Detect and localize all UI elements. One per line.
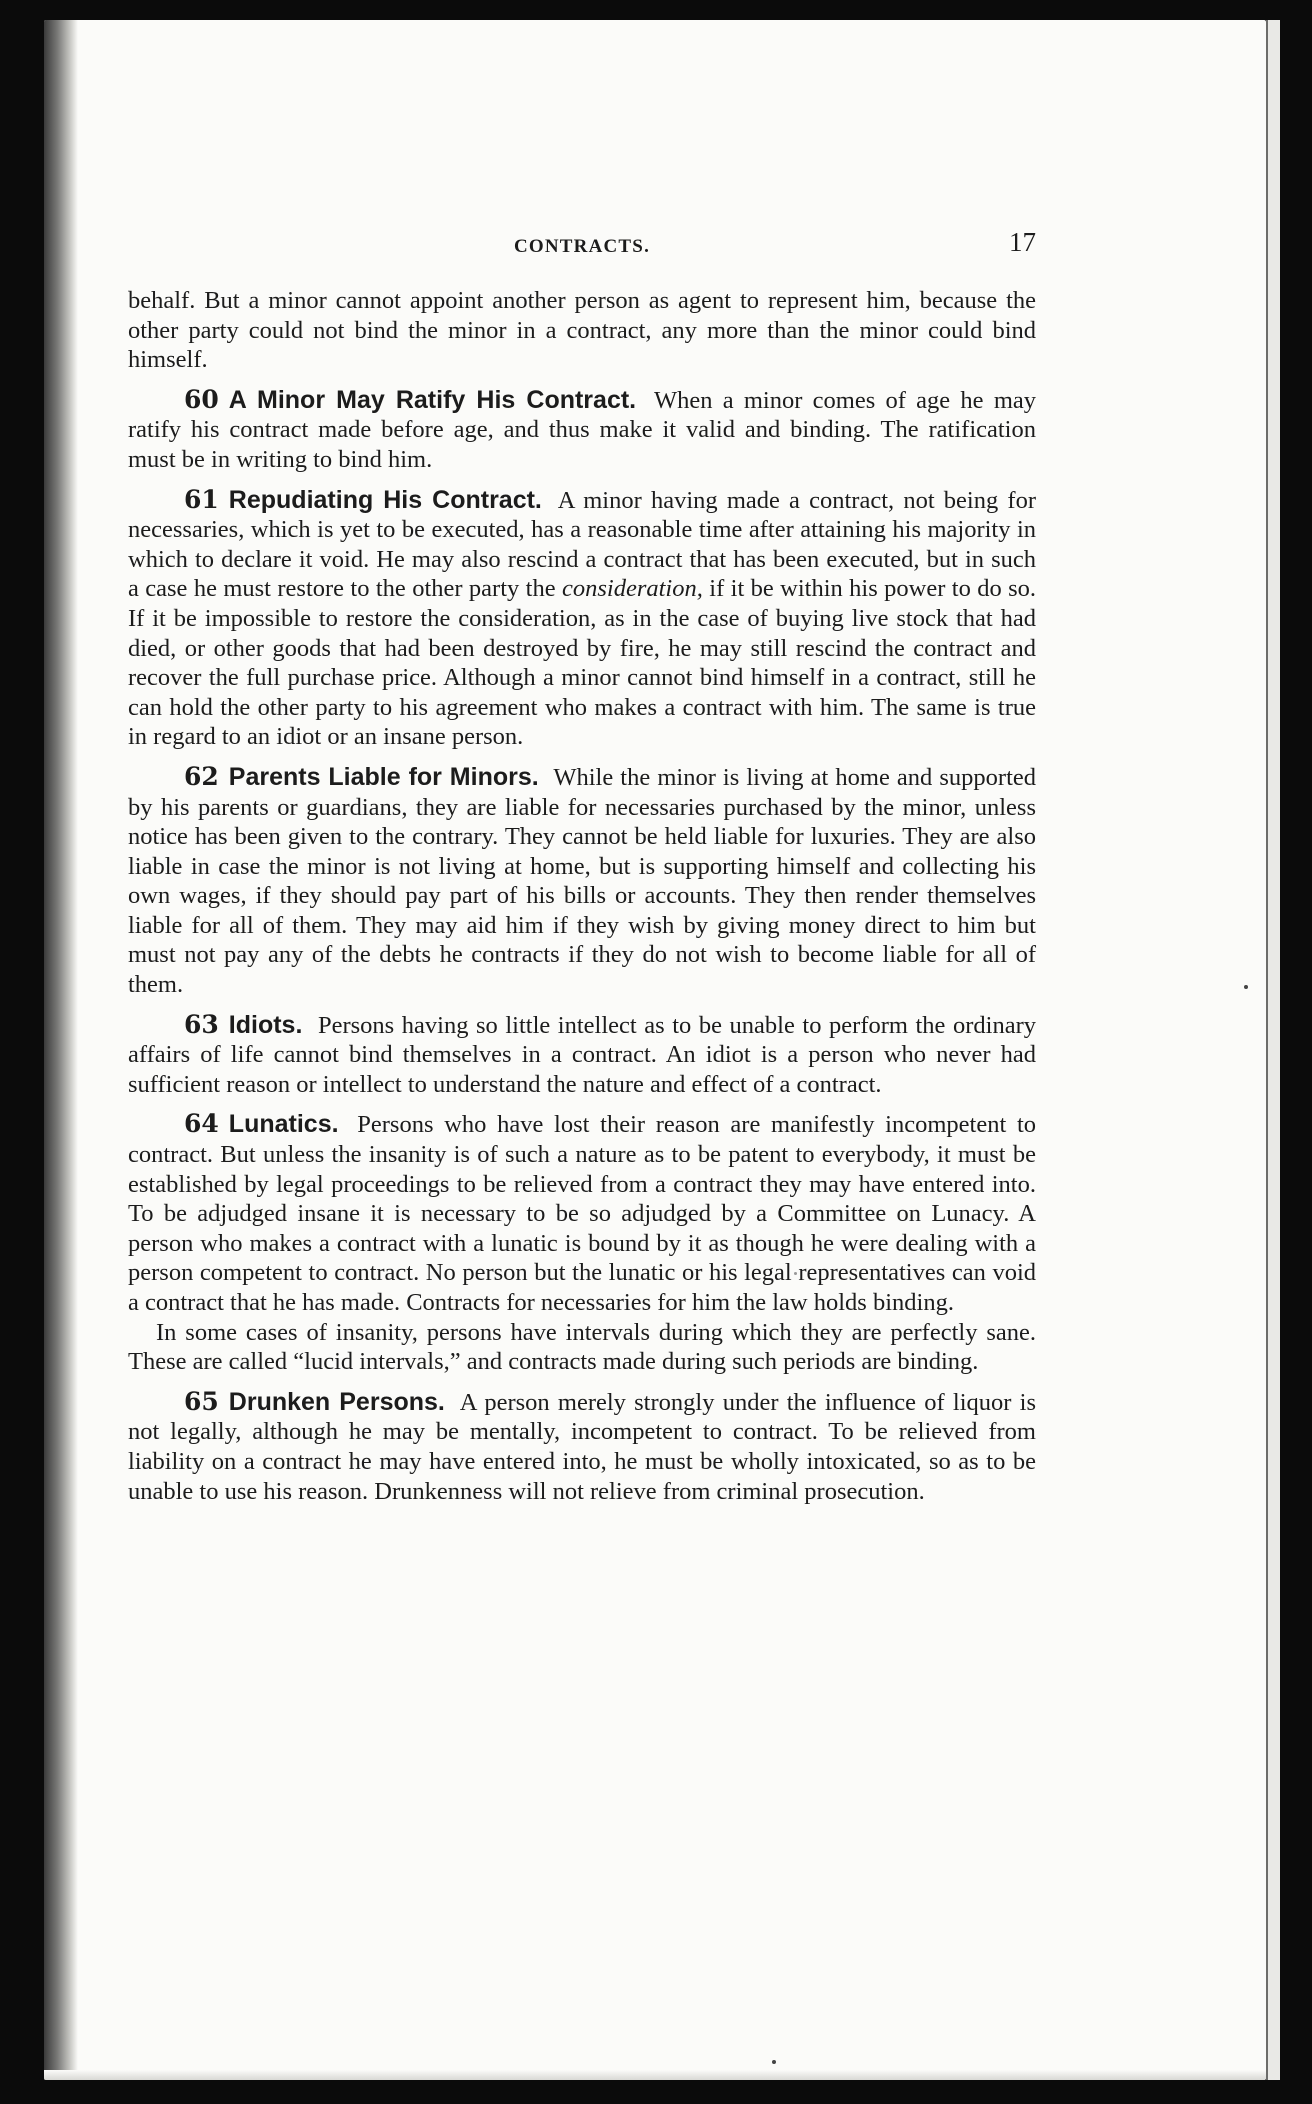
section-title: Lunatics.	[228, 1110, 339, 1139]
page-number: 17	[1009, 227, 1036, 257]
section-title: A Minor May Ratify His Contract.	[228, 385, 637, 414]
section-61	[128, 485, 1036, 752]
section-number: 65	[184, 1386, 219, 1416]
section-text: When a minor comes of age he may ratify his contract made before age, and thus make it valid and binding. The ratification must be in writing to bind him.	[128, 386, 1037, 473]
section-60	[128, 385, 1036, 475]
section-text: A minor having made a contract, not being for necessaries, which is yet to be executed, has a reasonable time after attaining his majority in which to declare it void. He may also rescind a contract that has been executed, but in such a case he must restore to the other party the	[128, 486, 1036, 603]
page-bottom-edge	[44, 2070, 1266, 2080]
emphasis-consideration: consideration,	[562, 575, 703, 603]
page-content	[128, 228, 1036, 1516]
paragraph-intro: behalf. But a minor cannot appoint another person as agent to represent him, because the other party could not bind the minor in a contract, any more than the minor could bind himself.	[128, 287, 1036, 374]
section-number: 63	[184, 1009, 219, 1039]
section-title: Repudiating His Contract.	[228, 485, 542, 514]
section-title: Drunken Persons.	[228, 1387, 445, 1416]
section-63	[128, 1010, 1036, 1100]
section-62	[128, 762, 1036, 1000]
section-text: Persons having so little intellect as to be unable to perform the ordinary affairs of life cannot bind themselves in a contract. An idiot is a person who never had sufficient reason or intellect to understand the nature and effect of a contract.	[128, 1011, 1036, 1098]
section-title: Idiots.	[228, 1010, 303, 1039]
section-text: While the minor is living at home and supported by his parents or guardians, they are liable for necessaries purchased by the minor, unless notice has been given to the contrary. They cannot be held liable for luxuries. They are also liable in case the minor is not living at home, but is supporting himself and collecting his own wages, if they should pay part of his bills or accounts. They then render themselves liable for all of them. They may aid him if they wish by giving money direct to him but must not pay any of the debts he contracts if they do not wish to become liable for all of them.	[128, 763, 1036, 999]
section-title: Parents Liable for Minors.	[228, 762, 539, 791]
section-number: 60	[184, 384, 219, 414]
section-number: 64	[184, 1109, 219, 1139]
running-title: CONTRACTS.	[513, 236, 651, 257]
section-number: 62	[184, 761, 219, 791]
running-head	[128, 228, 1036, 268]
section-64	[128, 1109, 1036, 1317]
section-64-continued: In some cases of insanity, persons have intervals during which they are perfectly sane. These are called “lucid intervals,” and contracts made during such periods are binding.	[128, 1318, 1036, 1376]
section-number: 61	[184, 484, 219, 514]
binding-shadow	[44, 20, 78, 2080]
section-text-continued: if it be within his power to do so. If it be impossible to restore the consideration, as in the case of buying live stock that had died, or other goods that had been destroyed by fire, he may still rescind the contract and recover the full purchase price. Although a minor cannot bind himself in a contract, still he can hold the other party to his agreement who makes a contract with him. The same is true in regard to an idiot or an insane person.	[128, 575, 1037, 751]
section-65	[128, 1387, 1036, 1506]
right-page-edge	[1266, 20, 1280, 2080]
ink-speck	[772, 2060, 776, 2064]
ink-speck	[1244, 985, 1248, 989]
section-text: A person merely strongly under the influence of liquor is not legally, although he may be mentally, incompetent to contract. To be relieved from liability on a contract he may have entered into, he must be wholly intoxicated, so as to be unable to use his reason. Drunkenness will not relieve from criminal prosecution.	[128, 1388, 1037, 1505]
section-text: Persons who have lost their reason are manifestly incompetent to contract. But unless the insanity is of such a nature as to be patent to everybody, it must be established by legal proceedings to be relieved from a contract they may have entered into. To be adjudged insane it is necessary to be so adjudged by a Committee on Lunacy. A person who makes a contract with a lunatic is bound by it as though he were dealing with a person competent to contract. No person but the lunatic or his legal representatives can void a contract that he has made. Contracts for necessaries for him the law holds binding.	[128, 1111, 1037, 1316]
